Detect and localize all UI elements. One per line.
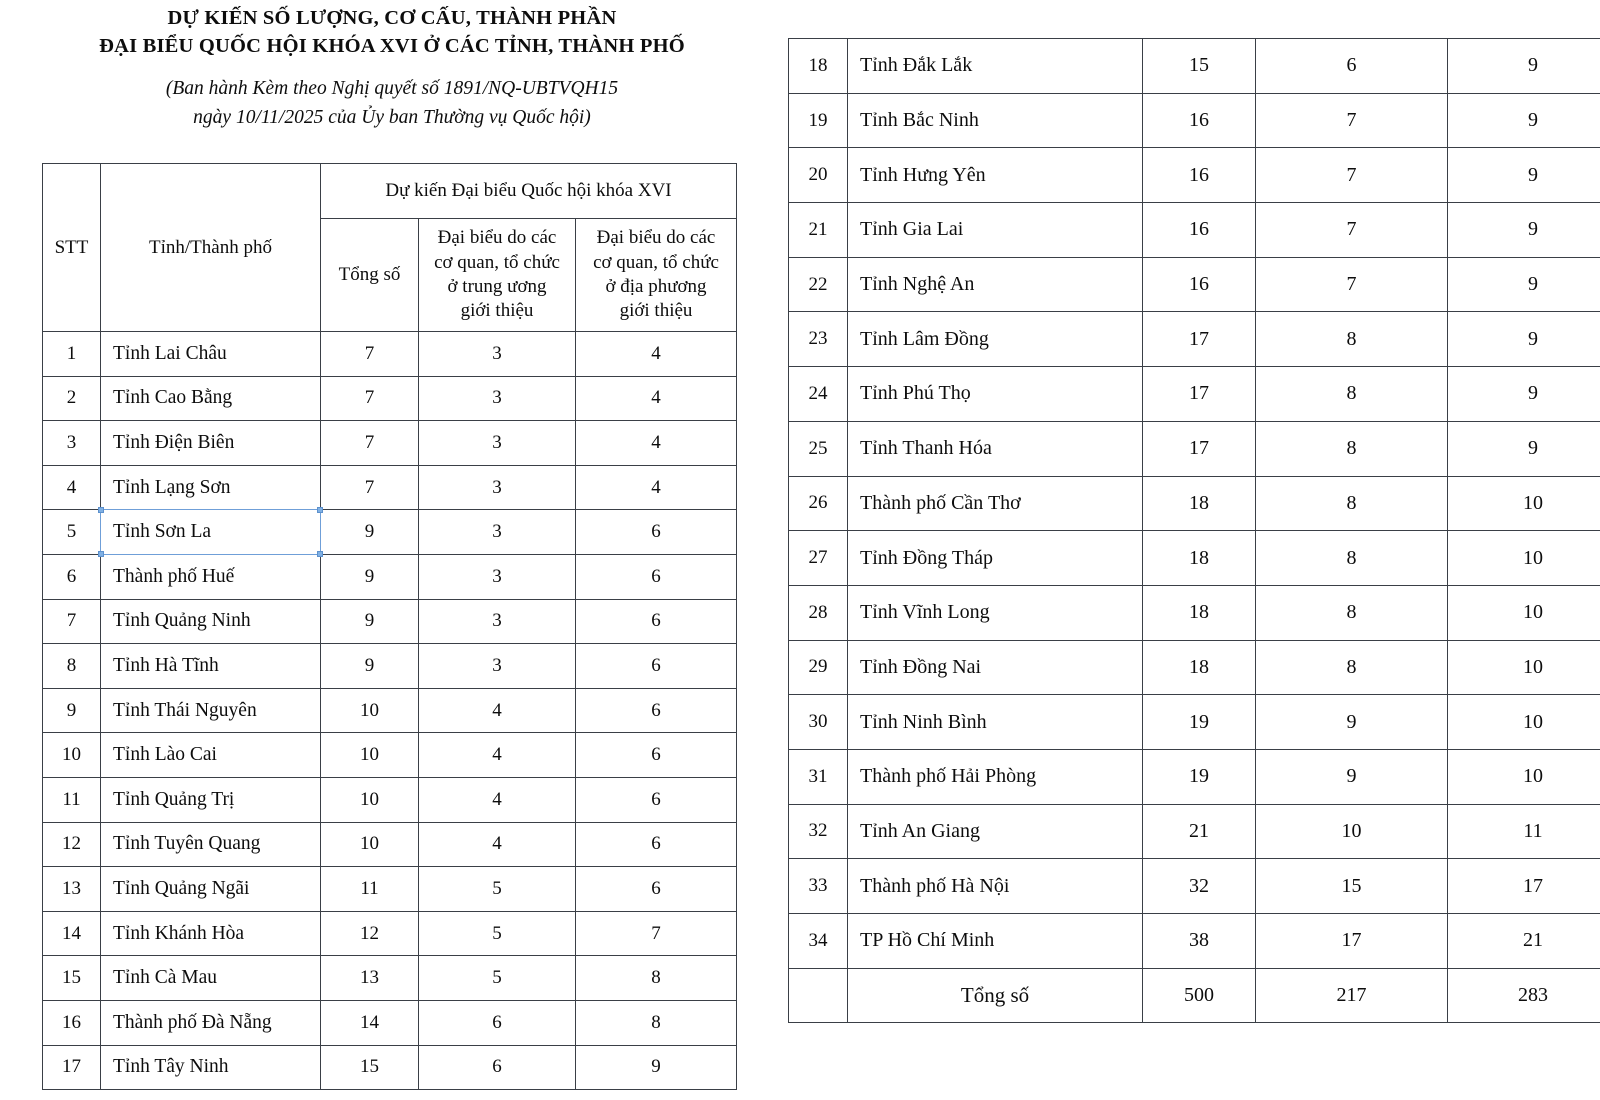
- table-total-row: [789, 968, 1600, 1023]
- column-header-group: Dự kiến Đại biểu Quốc hội khóa XVI: [321, 164, 737, 219]
- table-row[interactable]: [789, 203, 1600, 258]
- cell-total: 9: [321, 599, 419, 644]
- cell-province[interactable]: Thành phố Cần Thơ: [848, 476, 1143, 531]
- table-row[interactable]: [789, 367, 1600, 422]
- cell-total: 16: [1143, 148, 1256, 203]
- cell-central: 9: [1256, 695, 1448, 750]
- cell-central: 3: [419, 510, 576, 555]
- cell-stt: 1: [43, 332, 101, 377]
- table-row[interactable]: [789, 257, 1600, 312]
- cell-total: 18: [1143, 585, 1256, 640]
- cell-total-central: 217: [1256, 968, 1448, 1023]
- table-row[interactable]: [789, 804, 1600, 859]
- cell-stt: 4: [43, 465, 101, 510]
- cell-stt: 30: [789, 695, 848, 750]
- table-header: [43, 164, 737, 332]
- cell-total: 16: [1143, 203, 1256, 258]
- cell-central: 7: [1256, 93, 1448, 148]
- cell-central: 5: [419, 867, 576, 912]
- cell-stt: 29: [789, 640, 848, 695]
- cell-stt: 26: [789, 476, 848, 531]
- cell-province[interactable]: Tỉnh Lai Châu: [101, 332, 321, 377]
- column-header-province: Tỉnh/Thành phố: [101, 164, 321, 332]
- cell-stt: 22: [789, 257, 848, 312]
- cell-total: 32: [1143, 859, 1256, 914]
- local-line-2: cơ quan, tổ chức: [593, 251, 719, 273]
- cell-total: 7: [321, 376, 419, 421]
- cell-total: 9: [321, 644, 419, 689]
- cell-province[interactable]: Tỉnh Tây Ninh: [101, 1045, 321, 1090]
- cell-total: 9: [321, 554, 419, 599]
- cell-selection-outline: [100, 509, 321, 555]
- cell-central: 17: [1256, 914, 1448, 969]
- cell-stt: 11: [43, 777, 101, 822]
- cell-total: 12: [321, 911, 419, 956]
- cell-province[interactable]: Tỉnh Tuyên Quang: [101, 822, 321, 867]
- cell-local: 17: [1448, 859, 1600, 914]
- cell-central: 3: [419, 465, 576, 510]
- cell-total: 17: [1143, 421, 1256, 476]
- cell-total: 15: [321, 1045, 419, 1090]
- cell-total: 7: [321, 465, 419, 510]
- cell-province[interactable]: Tỉnh Đắk Lắk: [848, 39, 1143, 94]
- document-title-line-2: ĐẠI BIỂU QUỐC HỘI KHÓA XVI Ở CÁC TỈNH, THÀNH PHỐ: [99, 35, 685, 58]
- cell-stt: 3: [43, 421, 101, 466]
- cell-central: 8: [1256, 367, 1448, 422]
- cell-total: 15: [1143, 39, 1256, 94]
- table-row[interactable]: [43, 956, 737, 1001]
- cell-stt: 18: [789, 39, 848, 94]
- table-row[interactable]: [43, 599, 737, 644]
- table-body-left: [43, 332, 737, 1090]
- cell-province[interactable]: Thành phố Đà Nẵng: [101, 1000, 321, 1045]
- cell-local: 9: [1448, 148, 1600, 203]
- table-row[interactable]: [43, 822, 737, 867]
- cell-central: 3: [419, 332, 576, 377]
- table-row[interactable]: [789, 585, 1600, 640]
- cell-province[interactable]: Tỉnh Lâm Đồng: [848, 312, 1143, 367]
- cell-total: 14: [321, 1000, 419, 1045]
- cell-central: 3: [419, 421, 576, 466]
- cell-local: 9: [1448, 312, 1600, 367]
- cell-central: 6: [1256, 39, 1448, 94]
- table-row[interactable]: [789, 93, 1600, 148]
- cell-central: 6: [419, 1000, 576, 1045]
- deputies-table-right: [788, 38, 1600, 1023]
- cell-stt: 13: [43, 867, 101, 912]
- cell-stt: 12: [43, 822, 101, 867]
- cell-stt: 15: [43, 956, 101, 1001]
- table-row[interactable]: [43, 332, 737, 377]
- table-row[interactable]: [789, 640, 1600, 695]
- cell-province[interactable]: Tỉnh Cao Bằng: [101, 376, 321, 421]
- cell-stt: 10: [43, 733, 101, 778]
- cell-central: 8: [1256, 421, 1448, 476]
- local-line-3: ở địa phương: [605, 276, 707, 297]
- table-row[interactable]: [43, 1045, 737, 1090]
- cell-local: 4: [576, 465, 737, 510]
- cell-local: 9: [1448, 421, 1600, 476]
- cell-local: 9: [1448, 257, 1600, 312]
- cell-province[interactable]: Thành phố Huế: [101, 554, 321, 599]
- cell-stt: 7: [43, 599, 101, 644]
- table-row[interactable]: [789, 39, 1600, 94]
- cell-local: 9: [1448, 367, 1600, 422]
- table-row[interactable]: [789, 859, 1600, 914]
- table-row[interactable]: [789, 476, 1600, 531]
- table-row[interactable]: [43, 688, 737, 733]
- cell-total: 18: [1143, 476, 1256, 531]
- cell-stt: 23: [789, 312, 848, 367]
- cell-local: 6: [576, 688, 737, 733]
- cell-province[interactable]: Tỉnh Hưng Yên: [848, 148, 1143, 203]
- cell-local: 9: [576, 1045, 737, 1090]
- cell-central: 4: [419, 688, 576, 733]
- table-row[interactable]: [789, 695, 1600, 750]
- local-line-4: giới thiệu: [619, 300, 693, 322]
- table-row[interactable]: [789, 531, 1600, 586]
- cell-total: 19: [1143, 695, 1256, 750]
- cell-central: 8: [1256, 312, 1448, 367]
- table-row[interactable]: [43, 644, 737, 689]
- cell-total: 7: [321, 421, 419, 466]
- cell-stt: 6: [43, 554, 101, 599]
- table-row[interactable]: [43, 733, 737, 778]
- cell-local: 11: [1448, 804, 1600, 859]
- document-subtitle-line-1: (Ban hành Kèm theo Nghị quyết số 1891/NQ-UBTVQH15: [165, 77, 619, 99]
- cell-local: 10: [1448, 585, 1600, 640]
- cell-province[interactable]: Tỉnh Lào Cai: [101, 733, 321, 778]
- cell-province-selected[interactable]: Tỉnh Sơn La: [101, 510, 321, 555]
- cell-central: 15: [1256, 859, 1448, 914]
- deputies-table-left: [42, 163, 737, 1090]
- cell-central: 7: [1256, 203, 1448, 258]
- cell-local: 9: [1448, 93, 1600, 148]
- cell-stt: 2: [43, 376, 101, 421]
- cell-stt: 32: [789, 804, 848, 859]
- cell-local: 6: [576, 599, 737, 644]
- cell-local: 9: [1448, 203, 1600, 258]
- cell-total: 18: [1143, 640, 1256, 695]
- cell-local: 7: [576, 911, 737, 956]
- cell-province[interactable]: Tỉnh Quảng Trị: [101, 777, 321, 822]
- column-header-stt: STT: [43, 164, 101, 332]
- cell-local: 6: [576, 777, 737, 822]
- table-row[interactable]: [43, 376, 737, 421]
- cell-local: 6: [576, 733, 737, 778]
- cell-local: 6: [576, 510, 737, 555]
- cell-local: 10: [1448, 640, 1600, 695]
- cell-central: 3: [419, 644, 576, 689]
- cell-province[interactable]: TP Hồ Chí Minh: [848, 914, 1143, 969]
- cell-stt: 31: [789, 749, 848, 804]
- cell-total: 10: [321, 733, 419, 778]
- cell-stt: 19: [789, 93, 848, 148]
- cell-stt: 27: [789, 531, 848, 586]
- table-row[interactable]: [43, 510, 737, 555]
- cell-province[interactable]: Tỉnh Khánh Hòa: [101, 911, 321, 956]
- cell-local: 4: [576, 376, 737, 421]
- table-row[interactable]: [789, 312, 1600, 367]
- table-row[interactable]: [43, 911, 737, 956]
- table-row[interactable]: [789, 148, 1600, 203]
- cell-central: 5: [419, 911, 576, 956]
- cell-total-row-stt-empty: [789, 968, 848, 1023]
- cell-central: 6: [419, 1045, 576, 1090]
- cell-central: 4: [419, 822, 576, 867]
- cell-province[interactable]: Tỉnh Thái Nguyên: [101, 688, 321, 733]
- table-row[interactable]: [43, 1000, 737, 1045]
- cell-central: 8: [1256, 531, 1448, 586]
- cell-province[interactable]: Tỉnh Đồng Tháp: [848, 531, 1143, 586]
- cell-central: 4: [419, 733, 576, 778]
- cell-local: 4: [576, 421, 737, 466]
- cell-total: 13: [321, 956, 419, 1001]
- document-title-line-1: DỰ KIẾN SỐ LƯỢNG, CƠ CẤU, THÀNH PHẦN: [167, 7, 617, 29]
- cell-total: 10: [321, 688, 419, 733]
- column-header-local: [576, 219, 737, 332]
- cell-central: 3: [419, 554, 576, 599]
- cell-province[interactable]: Tỉnh Vĩnh Long: [848, 585, 1143, 640]
- cell-total: 19: [1143, 749, 1256, 804]
- document-subtitle: [42, 74, 742, 133]
- cell-total: 10: [321, 822, 419, 867]
- cell-stt: 9: [43, 688, 101, 733]
- cell-local: 6: [576, 867, 737, 912]
- table-body-right: [789, 39, 1600, 1023]
- cell-central: 3: [419, 599, 576, 644]
- cell-province[interactable]: Tỉnh Phú Thọ: [848, 367, 1143, 422]
- document-subtitle-line-2: ngày 10/11/2025 của Ủy ban Thường vụ Quốc hội): [193, 106, 591, 128]
- cell-stt: 33: [789, 859, 848, 914]
- cell-central: 8: [1256, 476, 1448, 531]
- cell-total: 16: [1143, 257, 1256, 312]
- cell-total: 17: [1143, 367, 1256, 422]
- cell-province[interactable]: Tỉnh Quảng Ninh: [101, 599, 321, 644]
- cell-local: 10: [1448, 695, 1600, 750]
- cell-local: 8: [576, 1000, 737, 1045]
- cell-stt: 8: [43, 644, 101, 689]
- cell-central: 3: [419, 376, 576, 421]
- cell-stt: 21: [789, 203, 848, 258]
- table-row[interactable]: [43, 554, 737, 599]
- cell-central: 7: [1256, 148, 1448, 203]
- table-row[interactable]: [43, 421, 737, 466]
- cell-central: 8: [1256, 640, 1448, 695]
- cell-province[interactable]: Tỉnh Quảng Ngãi: [101, 867, 321, 912]
- cell-province[interactable]: Tỉnh Lạng Sơn: [101, 465, 321, 510]
- cell-local: 8: [576, 956, 737, 1001]
- cell-local: 6: [576, 644, 737, 689]
- table-row[interactable]: [789, 914, 1600, 969]
- column-header-total: Tổng số: [321, 219, 419, 332]
- cell-local: 10: [1448, 531, 1600, 586]
- cell-local: 4: [576, 332, 737, 377]
- cell-local: 10: [1448, 749, 1600, 804]
- cell-stt: 20: [789, 148, 848, 203]
- cell-total: 11: [321, 867, 419, 912]
- cell-central: 5: [419, 956, 576, 1001]
- cell-province[interactable]: Tỉnh Điện Biên: [101, 421, 321, 466]
- cell-province[interactable]: Tỉnh Bắc Ninh: [848, 93, 1143, 148]
- cell-province[interactable]: Thành phố Hà Nội: [848, 859, 1143, 914]
- cell-total-sum: 500: [1143, 968, 1256, 1023]
- cell-local: 9: [1448, 39, 1600, 94]
- cell-stt: 28: [789, 585, 848, 640]
- cell-stt: 25: [789, 421, 848, 476]
- cell-total: 38: [1143, 914, 1256, 969]
- cell-province[interactable]: Tỉnh Đồng Nai: [848, 640, 1143, 695]
- cell-total-label: Tổng số: [848, 968, 1143, 1023]
- central-line-1: Đại biểu do các: [437, 227, 557, 249]
- column-header-central: [419, 219, 576, 332]
- cell-province[interactable]: Tỉnh Thanh Hóa: [848, 421, 1143, 476]
- cell-total: 9: [321, 510, 419, 555]
- cell-total: 17: [1143, 312, 1256, 367]
- document-header: [42, 4, 742, 132]
- cell-central: 8: [1256, 585, 1448, 640]
- cell-province[interactable]: Tỉnh An Giang: [848, 804, 1143, 859]
- table-row[interactable]: [789, 749, 1600, 804]
- cell-stt: 14: [43, 911, 101, 956]
- cell-province[interactable]: Tỉnh Hà Tĩnh: [101, 644, 321, 689]
- table-row[interactable]: [789, 421, 1600, 476]
- cell-central: 9: [1256, 749, 1448, 804]
- cell-local: 21: [1448, 914, 1600, 969]
- cell-stt: 16: [43, 1000, 101, 1045]
- cell-central: 10: [1256, 804, 1448, 859]
- cell-province[interactable]: Tỉnh Nghệ An: [848, 257, 1143, 312]
- central-line-3: ở trung ương: [447, 276, 547, 297]
- cell-province[interactable]: Tỉnh Gia Lai: [848, 203, 1143, 258]
- cell-stt: 34: [789, 914, 848, 969]
- cell-province[interactable]: Tỉnh Ninh Bình: [848, 695, 1143, 750]
- cell-central: 7: [1256, 257, 1448, 312]
- cell-total: 16: [1143, 93, 1256, 148]
- local-line-1: Đại biểu do các: [596, 227, 716, 249]
- central-line-2: cơ quan, tổ chức: [434, 251, 560, 273]
- cell-stt: 5: [43, 510, 101, 555]
- cell-total: 18: [1143, 531, 1256, 586]
- cell-central: 4: [419, 777, 576, 822]
- cell-stt: 17: [43, 1045, 101, 1090]
- table-row[interactable]: [43, 777, 737, 822]
- cell-stt: 24: [789, 367, 848, 422]
- table-row[interactable]: [43, 867, 737, 912]
- cell-total-local: 283: [1448, 968, 1600, 1023]
- table-row[interactable]: [43, 465, 737, 510]
- cell-total: 7: [321, 332, 419, 377]
- cell-local: 6: [576, 554, 737, 599]
- cell-province[interactable]: Tỉnh Cà Mau: [101, 956, 321, 1001]
- cell-total: 21: [1143, 804, 1256, 859]
- central-line-4: giới thiệu: [460, 300, 534, 322]
- cell-province[interactable]: Thành phố Hải Phòng: [848, 749, 1143, 804]
- cell-local: 6: [576, 822, 737, 867]
- cell-local: 10: [1448, 476, 1600, 531]
- cell-total: 10: [321, 777, 419, 822]
